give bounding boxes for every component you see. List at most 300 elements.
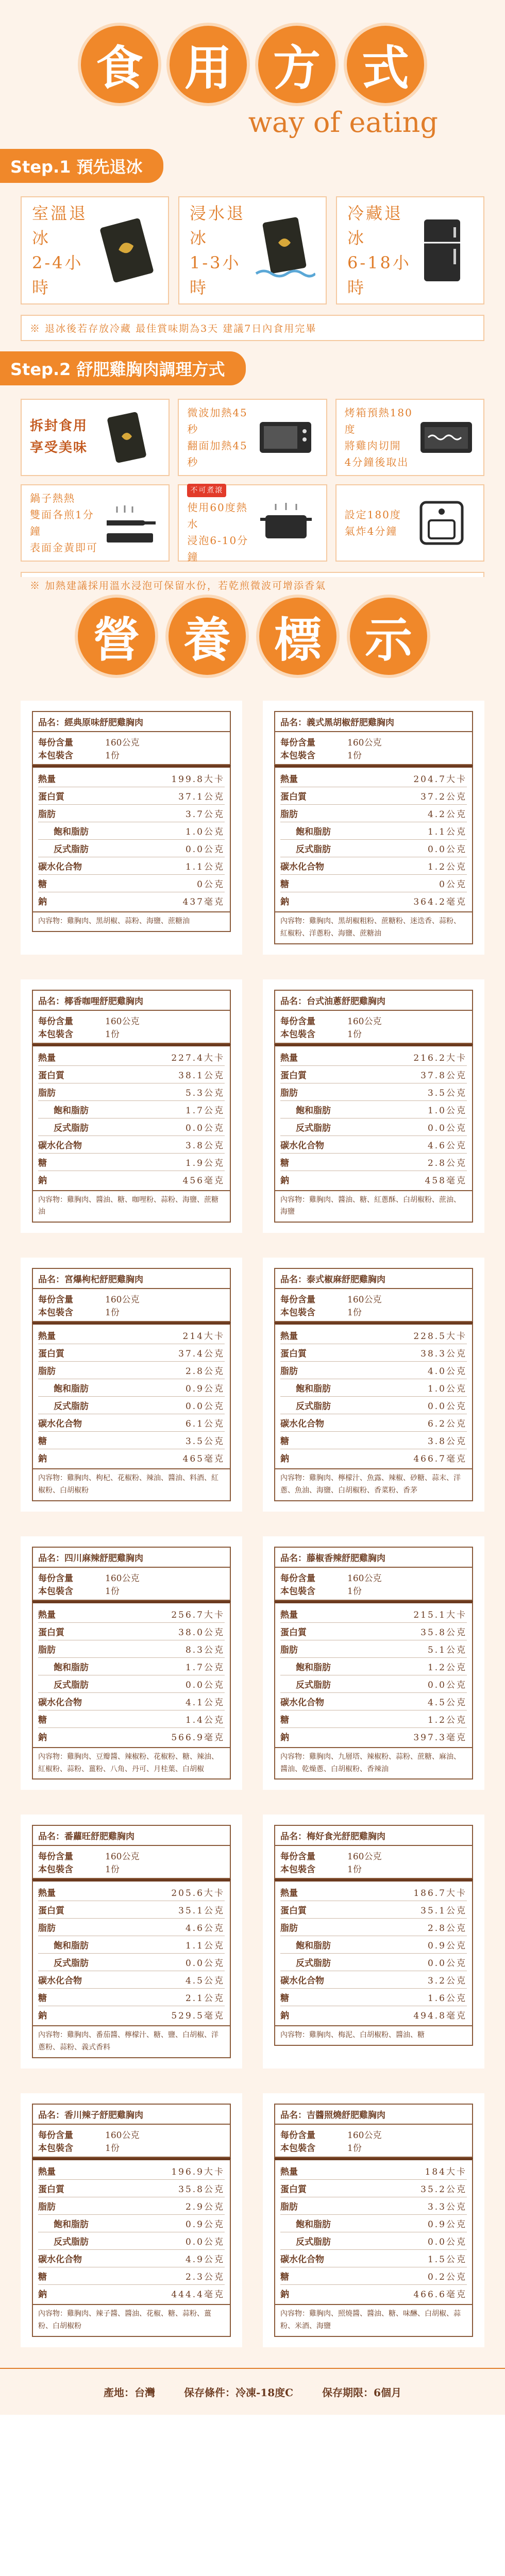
nutrient-value: 1.0公克 — [427, 1105, 467, 1116]
product-footer — [0, 2368, 505, 2415]
nutrient-label: 飽和脂肪 — [296, 2219, 331, 2230]
nutrient-row — [38, 1936, 225, 1954]
cook-line: 設定180度 — [344, 509, 401, 521]
nutrient-value: 186.7大卡 — [413, 1888, 467, 1899]
serving-info: 每份含量 160公克 本包裝含 1份 — [274, 2125, 473, 2158]
nutrient-label: 反式脂肪 — [296, 1123, 331, 1133]
nutrient-label: 蛋白質 — [280, 1070, 307, 1081]
serving-size: 160公克 — [105, 2130, 140, 2141]
nutrient-label: 碳水化合物 — [280, 1140, 324, 1151]
nutrient-row — [280, 1693, 467, 1710]
serving-info: 每份含量 160公克 本包裝含 1份 — [274, 1289, 473, 1322]
serving-info: 每份含量 160公克 本包裝含 1份 — [32, 1846, 231, 1879]
nutrient-value: 1.6公克 — [427, 1993, 467, 2004]
chicken-pack-icon — [96, 217, 158, 284]
nutrient-label: 熱量 — [38, 774, 56, 785]
nutrient-row — [280, 840, 467, 857]
nutrient-row — [280, 787, 467, 805]
nutrient-label: 糖 — [280, 2272, 289, 2282]
nutrient-row — [280, 2250, 467, 2267]
nutrient-value: 1.2公克 — [427, 862, 467, 872]
nutrient-value: 458毫克 — [425, 1175, 467, 1186]
nutrient-label: 蛋白質 — [280, 1349, 307, 1360]
nutrient-label: 鈉 — [38, 897, 47, 907]
ingredients: 內容物：雞胸肉、黑胡椒粗粉、蔗糖粉、迷迭香、蒜粉、紅椒粉、洋蔥粉、海鹽、蔗糖油 — [274, 912, 473, 944]
nutrition-card — [263, 701, 484, 955]
nutrient-table — [274, 1322, 473, 1469]
thaw-card-water — [178, 196, 327, 304]
nutrient-value: 4.2公克 — [427, 809, 467, 820]
nutrient-row — [38, 1397, 225, 1414]
nutrient-label: 飽和脂肪 — [296, 1105, 331, 1116]
pot-icon — [258, 497, 318, 549]
nutrient-value: 0公克 — [197, 879, 225, 890]
nutrient-value: 3.7公克 — [185, 809, 225, 820]
product-name: 品名：藤椒香辣舒肥雞胸肉 — [274, 1547, 473, 1568]
serving-count: 1份 — [347, 2143, 362, 2154]
title-char: 食 — [81, 26, 158, 103]
nutrition-card — [263, 1815, 484, 2069]
nutrient-value: 2.1公克 — [185, 1993, 225, 2004]
nutrient-row — [280, 1623, 467, 1640]
nutrient-value: 37.8公克 — [420, 1070, 467, 1081]
nutrient-label: 鈉 — [38, 1175, 47, 1186]
title-char: 養 — [169, 598, 246, 675]
cook-card-oven — [335, 399, 484, 476]
ingredients: 內容物：雞胸肉、辣子醬、醬油、花椒、糖、蒜粉、薑粉、白胡椒粉 — [32, 2305, 231, 2337]
microwave-icon — [257, 412, 317, 463]
nutrient-row — [280, 1118, 467, 1136]
nutrient-row — [280, 1971, 467, 1989]
nutrient-value: 3.3公克 — [427, 2201, 467, 2212]
step1-title: 預先退冰 — [76, 157, 143, 177]
nutrient-row — [38, 1154, 225, 1171]
cook-card-pan — [21, 484, 170, 562]
nutrition-cards — [0, 690, 505, 2368]
nutrient-value: 529.5毫克 — [171, 2011, 225, 2022]
nutrient-label: 鈉 — [280, 2289, 289, 2300]
cook-line: 4分鐘後取出 — [344, 456, 409, 468]
nutrient-value: 1.7公克 — [185, 1105, 225, 1116]
nutrient-value: 4.5公克 — [185, 1976, 225, 1987]
nutrient-value: 2.8公克 — [427, 1158, 467, 1168]
thaw-card-room — [21, 196, 169, 304]
product-name: 品名：義式黑胡椒舒肥雞胸肉 — [274, 711, 473, 732]
nutrient-label: 反式脂肪 — [54, 1123, 89, 1133]
nutrient-label: 反式脂肪 — [54, 1401, 89, 1412]
title-char: 示 — [350, 598, 427, 675]
cook-line: 將雞肉切開 — [344, 439, 401, 452]
nutrient-label: 脂肪 — [38, 1088, 56, 1098]
nutrient-row — [280, 1936, 467, 1954]
nutrient-label: 糖 — [38, 879, 47, 890]
cook-card-open — [21, 399, 170, 476]
nutrient-label: 蛋白質 — [38, 1627, 64, 1638]
nutrient-row — [38, 1675, 225, 1693]
thaw-note: ※ 退冰後若存放冷藏 最佳賞味期為3天 建議7日內食用完畢 — [21, 315, 484, 341]
nutrient-value: 0.0公克 — [185, 1123, 225, 1133]
nutrient-value: 1.5公克 — [427, 2254, 467, 2265]
ingredients: 內容物：雞胸肉、照燒醬、醬油、糖、味醂、白胡椒、蒜粉、米酒、海鹽 — [274, 2305, 473, 2337]
nutrient-label: 糖 — [38, 1715, 47, 1725]
nutrient-row — [280, 1136, 467, 1154]
nutrient-row — [280, 1083, 467, 1101]
nutrient-value: 1.2公克 — [427, 1662, 467, 1673]
nutrient-value: 2.8公克 — [427, 1923, 467, 1934]
serving-count: 1份 — [105, 1586, 120, 1597]
cook-line: 拆封食用 — [30, 418, 88, 434]
nutrition-card — [21, 979, 242, 1233]
nutrient-row — [38, 1066, 225, 1083]
nutrient-row — [280, 1362, 467, 1379]
nutrient-label: 熱量 — [280, 1053, 298, 1063]
nutrient-value: 6.1公克 — [185, 1419, 225, 1430]
nutrient-row — [280, 2232, 467, 2250]
nutrient-label: 蛋白質 — [280, 1906, 307, 1917]
nutrient-value: 37.1公克 — [178, 792, 225, 802]
storage-condition: 保存條件：冷凍-18度C — [184, 2386, 294, 2399]
ingredients: 內容物：雞胸肉、檸檬汁、魚露、辣椒、砂糖、蒜末、洋蔥、魚油、海鹽、白胡椒粉、香菜粉、香茅 — [274, 1469, 473, 1501]
nutrient-row — [38, 1693, 225, 1710]
nutrient-row — [38, 2215, 225, 2232]
nutrient-value: 196.9大卡 — [171, 2166, 225, 2177]
nutrient-row — [38, 1640, 225, 1658]
nutrient-row — [38, 1971, 225, 1989]
nutrient-label: 反式脂肪 — [296, 1680, 331, 1690]
serving-size: 160公克 — [105, 1573, 140, 1584]
nutrient-label: 蛋白質 — [38, 2184, 64, 2195]
title-char: 營 — [78, 598, 155, 675]
serving-size: 160公克 — [105, 1016, 140, 1027]
nutrient-row — [280, 2180, 467, 2197]
nutrient-label: 脂肪 — [280, 809, 298, 820]
nutrient-table — [32, 2158, 231, 2305]
nutrient-value: 4.9公克 — [185, 2254, 225, 2265]
nutrition-card — [21, 1258, 242, 1512]
nutrient-label: 飽和脂肪 — [54, 1662, 89, 1673]
product-name: 品名：經典原味舒肥雞胸肉 — [32, 711, 231, 732]
serving-size: 160公克 — [347, 738, 382, 748]
nutrient-row — [280, 2197, 467, 2215]
nutrient-row — [38, 1118, 225, 1136]
nutrient-value: 0.0公克 — [427, 1958, 467, 1969]
nutrient-value: 4.0公克 — [427, 1366, 467, 1377]
nutrition-title — [0, 598, 505, 675]
thaw-time: 6-18小時 — [347, 253, 411, 297]
nutrient-label: 碳水化合物 — [38, 1419, 82, 1430]
step2-title: 舒肥雞胸肉調理方式 — [76, 360, 225, 379]
nutrient-row — [38, 770, 225, 787]
nutrient-row — [280, 857, 467, 875]
nutrient-table — [32, 1879, 231, 2026]
nutrition-card — [21, 1815, 242, 2069]
nutrient-label: 蛋白質 — [38, 1906, 64, 1917]
nutrient-label: 飽和脂肪 — [54, 1941, 89, 1952]
nutrient-label: 飽和脂肪 — [54, 2219, 89, 2230]
nutrient-row — [38, 1884, 225, 1901]
cook-card-pot — [178, 484, 327, 562]
nutrient-label: 飽和脂肪 — [296, 1662, 331, 1673]
nutrient-value: 1.0公克 — [427, 1384, 467, 1395]
nutrient-row — [38, 857, 225, 875]
nutrient-row — [280, 1710, 467, 1728]
nutrient-label: 反式脂肪 — [54, 844, 89, 855]
nutrient-table — [274, 765, 473, 912]
nutrient-label: 糖 — [38, 1158, 47, 1168]
nutrient-row — [38, 1919, 225, 1936]
nutrient-label: 熱量 — [280, 1888, 298, 1899]
nutrient-label: 熱量 — [280, 2166, 298, 2177]
nutrient-label: 蛋白質 — [280, 2184, 307, 2195]
nutrient-row — [38, 2197, 225, 2215]
nutrient-value: 4.1公克 — [185, 1697, 225, 1708]
oven-icon — [418, 412, 475, 463]
cook-line: 享受美味 — [30, 440, 88, 455]
nutrient-row — [280, 1432, 467, 1449]
nutrient-value: 228.5大卡 — [413, 1331, 467, 1342]
nutrient-row — [38, 2267, 225, 2285]
nutrient-label: 熱量 — [280, 774, 298, 785]
origin: 產地：台灣 — [104, 2386, 155, 2399]
serving-count: 1份 — [105, 1308, 120, 1318]
nutrient-value: 5.1公克 — [427, 1645, 467, 1655]
nutrient-label: 飽和脂肪 — [54, 1105, 89, 1116]
nutrient-row — [280, 1327, 467, 1344]
nutrient-value: 205.6大卡 — [171, 1888, 225, 1899]
cook-note: ※ 加熱建議採用溫水浸泡可保留水份，若乾煎微波可增添香氣 — [21, 572, 484, 598]
nutrient-row — [38, 2285, 225, 2302]
nutrient-value: 0.0公克 — [185, 1680, 225, 1690]
serving-count: 1份 — [105, 751, 120, 761]
nutrient-label: 反式脂肪 — [296, 1958, 331, 1969]
nutrient-value: 1.4公克 — [185, 1715, 225, 1725]
nutrient-label: 碳水化合物 — [280, 862, 324, 872]
nutrient-row — [38, 1710, 225, 1728]
nutrient-row — [38, 1379, 225, 1397]
nutrient-value: 3.8公克 — [185, 1140, 225, 1151]
nutrient-label: 碳水化合物 — [38, 1976, 82, 1987]
nutrient-value: 0.0公克 — [427, 2236, 467, 2247]
thaw-method: 室溫退冰 — [32, 204, 88, 248]
nutrient-value: 0.0公克 — [427, 1680, 467, 1690]
nutrient-label: 糖 — [280, 1158, 289, 1168]
air-fryer-icon — [413, 497, 475, 549]
nutrient-value: 256.7大卡 — [171, 1609, 225, 1620]
nutrient-label: 糖 — [280, 1715, 289, 1725]
nutrient-row — [280, 1171, 467, 1188]
nutrient-value: 0.0公克 — [427, 1123, 467, 1133]
nutrient-row — [38, 1449, 225, 1466]
nutrient-value: 494.8毫克 — [413, 2011, 467, 2022]
nutrient-value: 0.0公克 — [185, 1401, 225, 1412]
nutrient-label: 反式脂肪 — [54, 2236, 89, 2247]
nutrient-label: 飽和脂肪 — [296, 1941, 331, 1952]
nutrient-label: 脂肪 — [38, 1923, 56, 1934]
nutrient-label: 糖 — [38, 1993, 47, 2004]
nutrient-row — [280, 1344, 467, 1362]
nutrient-value: 0.9公克 — [185, 2219, 225, 2230]
cook-line: 雙面各煎1分鐘 — [30, 509, 94, 537]
nutrient-label: 碳水化合物 — [280, 1697, 324, 1708]
nutrient-row — [38, 822, 225, 840]
nutrient-label: 熱量 — [38, 2166, 56, 2177]
serving-info: 每份含量 160公克 本包裝含 1份 — [274, 1568, 473, 1601]
nutrient-value: 35.1公克 — [178, 1906, 225, 1917]
nutrient-label: 鈉 — [280, 2011, 289, 2022]
serving-size: 160公克 — [105, 1852, 140, 1862]
nutrition-card — [263, 1258, 484, 1512]
nutrient-row — [280, 822, 467, 840]
nutrient-value: 4.5公克 — [427, 1697, 467, 1708]
cook-line: 烤箱預熱180度 — [344, 406, 413, 435]
nutrient-row — [38, 1623, 225, 1640]
nutrient-value: 37.2公克 — [420, 792, 467, 802]
serving-size: 160公克 — [347, 1016, 382, 1027]
nutrient-value: 466.7毫克 — [413, 1454, 467, 1465]
chicken-pack-water-icon — [254, 217, 315, 284]
nutrient-label: 鈉 — [280, 1732, 289, 1743]
thaw-method: 冷藏退冰 — [347, 204, 403, 248]
serving-count: 1份 — [347, 1029, 362, 1040]
refrigerator-icon — [411, 217, 473, 284]
nutrient-label: 脂肪 — [38, 1645, 56, 1655]
nutrient-value: 397.3毫克 — [413, 1732, 467, 1743]
nutrient-row — [38, 1101, 225, 1118]
nutrient-row — [280, 1414, 467, 1432]
nutrient-label: 碳水化合物 — [280, 2254, 324, 2265]
nutrient-value: 35.8公克 — [420, 1627, 467, 1638]
nutrient-row — [280, 2006, 467, 2023]
ingredients: 內容物：雞胸肉、醬油、糖、咖哩粉、蒜粉、海鹽、蔗糖油 — [32, 1191, 231, 1223]
nutrient-label: 碳水化合物 — [38, 2254, 82, 2265]
nutrient-row — [280, 1728, 467, 1745]
nutrient-label: 反式脂肪 — [296, 844, 331, 855]
nutrient-value: 215.1大卡 — [413, 1609, 467, 1620]
nutrient-row — [280, 1901, 467, 1919]
nutrient-label: 鈉 — [38, 2289, 47, 2300]
cook-line: 表面金黃即可 — [30, 541, 98, 554]
usage-section — [0, 0, 505, 591]
nutrient-label: 蛋白質 — [280, 1627, 307, 1638]
nutrient-value: 1.0公克 — [185, 827, 225, 837]
nutrient-row — [280, 892, 467, 909]
nutrient-value: 4.6公克 — [427, 1140, 467, 1151]
nutrient-value: 8.3公克 — [185, 1645, 225, 1655]
serving-info: 每份含量 160公克 本包裝含 1份 — [274, 732, 473, 765]
nutrient-value: 1.1公克 — [185, 862, 225, 872]
nutrient-row — [280, 2162, 467, 2180]
nutrient-label: 鈉 — [38, 1454, 47, 1465]
nutrition-card — [21, 1536, 242, 1790]
nutrient-value: 38.0公克 — [178, 1627, 225, 1638]
nutrient-label: 飽和脂肪 — [54, 827, 89, 837]
cook-methods — [21, 399, 484, 562]
ingredients: 內容物：雞胸肉、豆瓣醬、辣椒粉、花椒粉、糖、辣油、紅椒粉、蒜粉、薑粉、八角、丹可、月桂葉、白胡椒 — [32, 1748, 231, 1780]
nutrient-row — [280, 1154, 467, 1171]
nutrient-row — [280, 1989, 467, 2006]
nutrient-value: 456毫克 — [182, 1175, 225, 1186]
nutrient-row — [280, 1449, 467, 1466]
nutrient-value: 38.1公克 — [178, 1070, 225, 1081]
nutrient-row — [280, 2215, 467, 2232]
nutrient-label: 蛋白質 — [38, 1070, 64, 1081]
nutrient-row — [38, 1901, 225, 1919]
nutrient-row — [38, 1432, 225, 1449]
nutrient-label: 脂肪 — [38, 1366, 56, 1377]
nutrient-label: 脂肪 — [280, 1366, 298, 1377]
serving-count: 1份 — [347, 1308, 362, 1318]
cook-line: 翻面加熱45秒 — [187, 439, 248, 468]
step2-banner — [0, 351, 246, 385]
nutrient-row — [280, 1101, 467, 1118]
nutrient-row — [280, 2285, 467, 2302]
nutrient-label: 脂肪 — [280, 1645, 298, 1655]
nutrient-row — [280, 1954, 467, 1971]
nutrient-table — [274, 1879, 473, 2026]
nutrient-row — [280, 875, 467, 892]
serving-count: 1份 — [347, 1865, 362, 1875]
nutrient-value: 2.9公克 — [185, 2201, 225, 2212]
nutrient-row — [38, 805, 225, 822]
nutrient-value: 566.9毫克 — [171, 1732, 225, 1743]
serving-info: 每份含量 160公克 本包裝含 1份 — [274, 1846, 473, 1879]
nutrient-row — [38, 840, 225, 857]
thaw-method: 浸水退冰 — [190, 204, 246, 248]
nutrient-row — [280, 1640, 467, 1658]
product-name: 品名：宮爆枸杞舒肥雞胸肉 — [32, 1268, 231, 1289]
serving-size: 160公克 — [347, 1852, 382, 1862]
nutrient-value: 466.6毫克 — [413, 2289, 467, 2300]
nutrient-row — [280, 1397, 467, 1414]
serving-size: 160公克 — [347, 1295, 382, 1306]
nutrient-label: 脂肪 — [280, 1088, 298, 1098]
nutrient-row — [38, 1954, 225, 1971]
serving-size: 160公克 — [347, 2130, 382, 2141]
product-name: 品名：吉醬照燒舒肥雞胸肉 — [274, 2104, 473, 2125]
nutrient-label: 脂肪 — [38, 809, 56, 820]
chicken-pack-icon — [98, 412, 160, 463]
nutrient-value: 227.4大卡 — [171, 1053, 225, 1063]
nutrient-row — [38, 1171, 225, 1188]
nutrient-row — [38, 892, 225, 909]
serving-count: 1份 — [105, 1865, 120, 1875]
nutrient-value: 216.2大卡 — [413, 1053, 467, 1063]
nutrient-row — [38, 787, 225, 805]
nutrient-label: 蛋白質 — [38, 792, 64, 802]
nutrient-value: 3.2公克 — [427, 1976, 467, 1987]
nutrient-row — [280, 1066, 467, 1083]
cook-card-airfryer — [335, 484, 484, 562]
nutrient-value: 1.1公克 — [427, 827, 467, 837]
nutrient-table — [32, 765, 231, 912]
nutrient-label: 熱量 — [38, 1888, 56, 1899]
nutrient-value: 6.2公克 — [427, 1419, 467, 1430]
nutrient-row — [38, 1989, 225, 2006]
nutrient-row — [38, 1728, 225, 1745]
title-char: 標 — [259, 598, 336, 675]
nutrient-row — [38, 1083, 225, 1101]
ingredients: 內容物：雞胸肉、枸杞、花椒粉、辣油、醬油、料酒、紅椒粉、白胡椒粉 — [32, 1469, 231, 1501]
nutrient-value: 1.2公克 — [427, 1715, 467, 1725]
serving-info: 每份含量 160公克 本包裝含 1份 — [32, 2125, 231, 2158]
cook-line: 浸泡6-10分鐘 — [187, 534, 249, 564]
nutrient-row — [280, 2267, 467, 2285]
nutrient-table — [274, 1044, 473, 1191]
nutrient-value: 0.9公克 — [427, 2219, 467, 2230]
nutrient-table — [274, 2158, 473, 2305]
nutrient-row — [38, 2180, 225, 2197]
nutrient-label: 脂肪 — [280, 2201, 298, 2212]
